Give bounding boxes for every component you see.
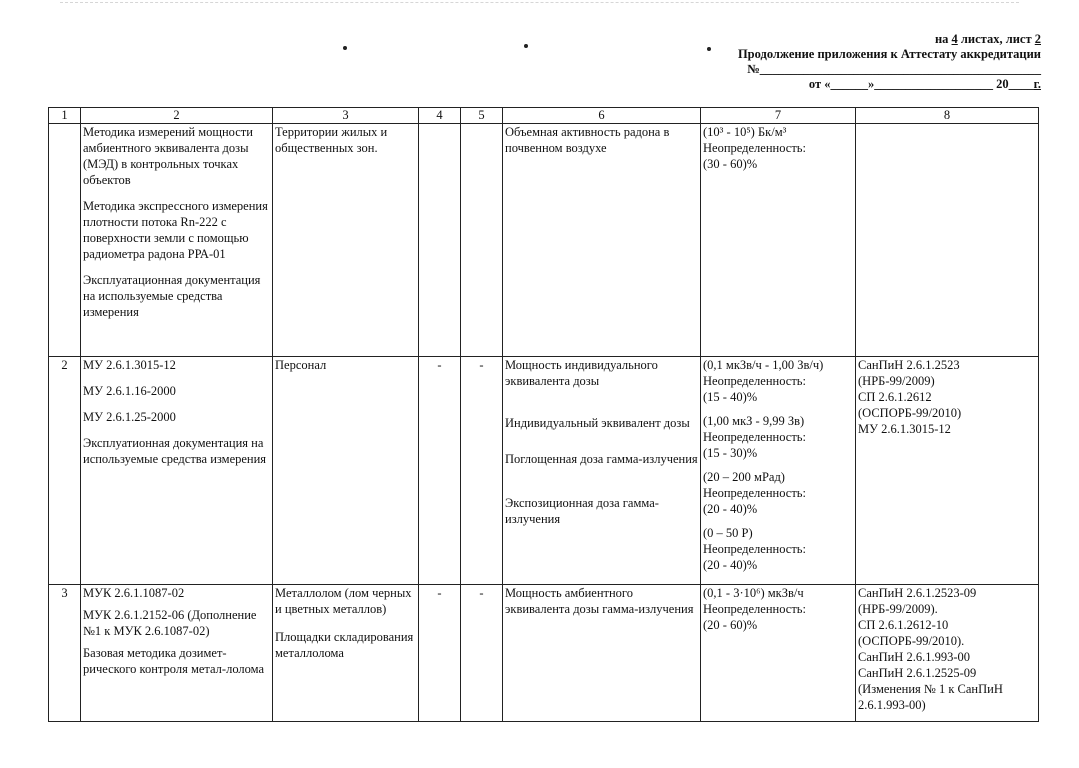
column-header: 7 — [701, 108, 856, 124]
normative-cell: СанПиН 2.6.1.2523 (НРБ-99/2009) СП 2.6.1.2612 (ОСПОРБ-99/2010) МУ 2.6.1.3015-12 — [856, 357, 1039, 585]
characteristic-cell: Объемная активность радона в почвенном воздухе — [503, 124, 701, 357]
characteristic-cell: Мощность амбиентного эквивалента дозы гамма-излучения — [503, 585, 701, 722]
code-cell: - — [461, 585, 503, 722]
range-cell: (0,1 - 3·10⁶) мкЗв/ч Неопределенность: (20 - 60)% — [701, 585, 856, 722]
column-header: 6 — [503, 108, 701, 124]
code-cell: - — [461, 357, 503, 585]
object-cell: Территории жилых и общественных зон. — [273, 124, 419, 357]
characteristic-cell: Мощность индивидуального эквивалента дозы Индивидуальный эквивалент дозы Поглощенная доза гамма-излучения Экспозиционная доза гамма-излучения — [503, 357, 701, 585]
object-cell: Металлолом (лом черных и цветных металлов) Площадки складирования металлолома — [273, 585, 419, 722]
range-cell: (10³ - 10⁵) Бк/м³ Неопределенность: (30 - 60)% — [701, 124, 856, 357]
column-header: 8 — [856, 108, 1039, 124]
code-cell — [461, 124, 503, 357]
column-header: 2 — [81, 108, 273, 124]
column-header: 4 — [419, 108, 461, 124]
accreditation-scope-table — [48, 107, 1039, 722]
method-cell: МУК 2.6.1.1087-02 МУК 2.6.1.2152-06 (Дополнение №1 к МУК 2.6.1087-02) Базовая методика дозимет-рического контроля метал-лолома — [81, 585, 273, 722]
table-row — [49, 124, 1039, 357]
appendix-title: Продолжение приложения к Аттестату аккредитации — [737, 47, 1041, 61]
code-cell: - — [419, 357, 461, 585]
date-line: от «______»___________________ 20____г. — [808, 77, 1041, 91]
document-header — [738, 32, 1041, 92]
sheet-info: на 4 листах, лист 2 — [934, 32, 1041, 46]
row-number — [49, 124, 81, 357]
table-header-row — [49, 108, 1039, 124]
object-cell: Персонал — [273, 357, 419, 585]
code-cell — [419, 124, 461, 357]
table-row — [49, 585, 1039, 722]
scan-top-edge — [60, 2, 1019, 3]
scan-speck — [343, 46, 347, 50]
column-header: 5 — [461, 108, 503, 124]
method-cell: Методика измерений мощности амбиентного эквивалента дозы (МЭД) в контрольных точках объектов Методика экспрессного измерения плотности потока Rn-222 с поверхности земли с помощью радиометра радона РРА-01 Эксплуатационная документация на используемые средства измерения — [81, 124, 273, 357]
row-number: 2 — [49, 357, 81, 585]
accreditation-number-line: №_____________________________________________ — [747, 62, 1041, 76]
table-row — [49, 357, 1039, 585]
scan-speck — [524, 44, 528, 48]
column-header: 3 — [273, 108, 419, 124]
scan-speck — [707, 47, 711, 51]
normative-cell: СанПиН 2.6.1.2523-09 (НРБ-99/2009). СП 2.6.1.2612-10 (ОСПОРБ-99/2010). СанПиН 2.6.1.993-00 СанПиН 2.6.1.2525-09 (Изменения № 1 к СанПиН 2.6.1.993-00) — [856, 585, 1039, 722]
normative-cell — [856, 124, 1039, 357]
column-header: 1 — [49, 108, 81, 124]
range-cell: (0,1 мкЗв/ч - 1,00 Зв/ч) Неопределенность: (15 - 40)% (1,00 мкЗ - 9,99 Зв) Неопределенность: (15 - 30)% (20 – 200 мРад) Неопределенность: (20 - 40)% (0 – 50 Р) Неопределенность: (20 - 40)% — [701, 357, 856, 585]
row-number: 3 — [49, 585, 81, 722]
code-cell: - — [419, 585, 461, 722]
method-cell: МУ 2.6.1.3015-12 МУ 2.6.1.16-2000 МУ 2.6.1.25-2000 Эксплуатионная документация на используемые средства измерения — [81, 357, 273, 585]
